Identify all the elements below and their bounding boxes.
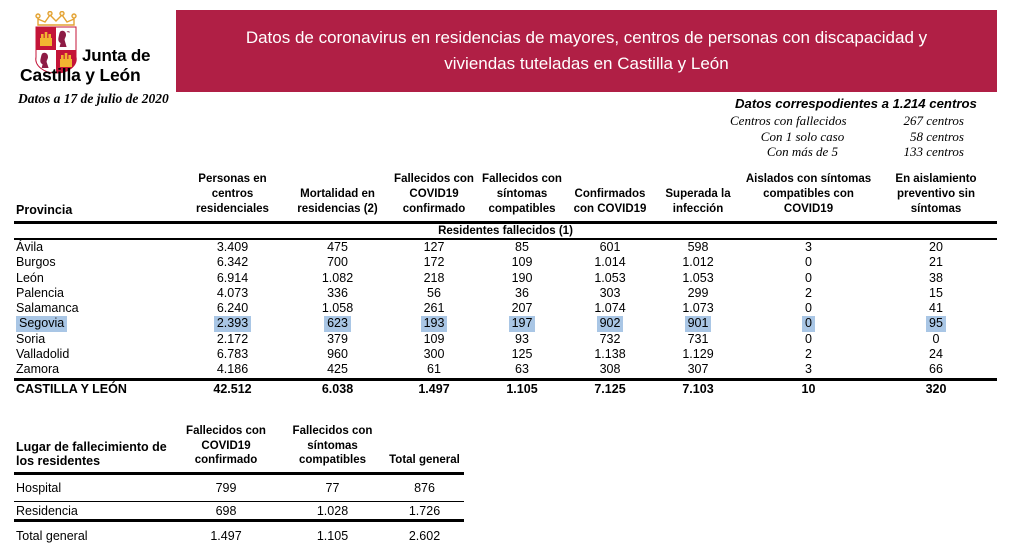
value-cell [742, 347, 875, 362]
cell-value: 93 [515, 331, 529, 346]
table-row [14, 286, 997, 301]
column-header: En aislamiento preventivo sin síntomas [875, 165, 997, 222]
column-header: Personas en centros residenciales [180, 165, 285, 222]
cell-value: 598 [687, 240, 709, 254]
value-cell: 77 [280, 474, 385, 502]
province-cell [14, 332, 180, 347]
cell-value: 20 [929, 240, 943, 254]
value-cell [742, 271, 875, 286]
value-cell [285, 347, 390, 362]
cell-value: 0 [805, 270, 812, 285]
cell-value: 3 [805, 362, 812, 377]
cell-value: 6.240 [216, 301, 249, 316]
province-cell [14, 347, 180, 362]
value-cell [654, 286, 742, 301]
cell-value: 4.186 [216, 362, 249, 377]
province-name: Palencia [16, 285, 64, 300]
cell-value: 475 [327, 240, 348, 254]
value-cell [180, 301, 285, 316]
cell-value: 1.012 [682, 255, 714, 270]
selected-text[interactable]: 902 [597, 316, 624, 331]
value-cell [180, 362, 285, 379]
value-cell [285, 271, 390, 286]
table-row [14, 474, 464, 502]
region-total-value: 10 [742, 379, 875, 398]
value-cell [390, 255, 478, 270]
cell-value: 303 [599, 285, 621, 300]
value-cell [875, 316, 997, 331]
cell-value: 0 [805, 301, 812, 316]
region-total-value: 1.105 [478, 379, 566, 398]
value-cell [875, 301, 997, 316]
value-cell [285, 255, 390, 270]
table-row [14, 362, 997, 379]
cell-value: 731 [687, 331, 709, 346]
cell-value: 261 [423, 301, 445, 316]
cell-value: 307 [687, 362, 709, 377]
province-name: Zamora [16, 362, 60, 377]
table-row [14, 332, 997, 347]
value-cell [478, 301, 566, 316]
cell-value: 66 [929, 362, 943, 377]
province-cell [14, 301, 180, 316]
column-header: Total general [385, 424, 464, 474]
org-name-line1: Junta de [82, 46, 151, 65]
value-cell [478, 347, 566, 362]
banner-title-line2: viviendas tuteladas en Castilla y León [444, 54, 729, 73]
cell-value: 1.138 [594, 347, 626, 362]
column-header: Superada la infección [654, 165, 742, 222]
cell-value: 601 [599, 240, 621, 254]
value-cell [285, 362, 390, 379]
value-cell [654, 316, 742, 331]
selected-text[interactable]: 95 [926, 316, 946, 331]
value-cell [390, 271, 478, 286]
centers-info-value: 58 centros [909, 128, 964, 144]
column-header-provincia: Provincia [14, 165, 180, 222]
cell-value: 125 [511, 347, 533, 362]
cell-value: 2 [805, 285, 812, 300]
cell-value: 3 [805, 240, 812, 254]
value-cell [875, 271, 997, 286]
column-header-lugar: Lugar de fallecimiento de los residentes [14, 424, 172, 474]
column-header: Fallecidos con síntomas compatibles [478, 165, 566, 222]
region-total-label: CASTILLA Y LEÓN [14, 379, 180, 398]
value-cell [654, 239, 742, 255]
province-cell [14, 271, 180, 286]
centers-summary-rows [730, 113, 964, 160]
province-name: Soria [16, 331, 46, 346]
cell-value: 425 [327, 362, 348, 377]
region-total-value: 7.103 [654, 379, 742, 398]
value-cell [478, 239, 566, 255]
org-name-line2: Castilla y León [20, 65, 141, 85]
table-row [14, 239, 997, 255]
region-total-value: 1.497 [390, 379, 478, 398]
column-header: Fallecidos con COVID19 confirmado [172, 424, 280, 474]
table-row [14, 301, 997, 316]
value-cell [390, 362, 478, 379]
cell-value: 15 [929, 285, 943, 300]
value-cell [478, 332, 566, 347]
value-cell [180, 332, 285, 347]
value-cell [875, 255, 997, 270]
value-cell [875, 347, 997, 362]
province-name: León [16, 270, 44, 285]
value-cell [180, 347, 285, 362]
place-total-value: 1.497 [210, 528, 242, 543]
selected-text[interactable]: 901 [685, 316, 712, 331]
province-name: Ávila [16, 240, 44, 254]
centers-info-value: 133 centros [903, 144, 964, 159]
cell-value: 207 [511, 301, 533, 316]
column-header: Fallecidos con síntomas compatibles [280, 424, 385, 474]
cell-value: 127 [423, 240, 445, 254]
cell-value: 21 [929, 255, 943, 270]
value-cell [285, 316, 390, 331]
value-cell [180, 316, 285, 331]
value-cell [566, 239, 654, 255]
place-total-value: 1.105 [316, 528, 349, 543]
value-cell [742, 239, 875, 255]
value-cell [654, 301, 742, 316]
value-cell [654, 362, 742, 379]
place-total-label: Total general [16, 528, 88, 543]
group-header-row [14, 222, 997, 239]
column-header: Aislados con síntomas compatibles con COVID19 [742, 165, 875, 222]
cell-value: 0 [805, 255, 812, 270]
value-cell [478, 286, 566, 301]
value-cell [654, 255, 742, 270]
place-label-cell: Hospital [14, 474, 172, 502]
cell-value: 0 [932, 331, 940, 346]
value-cell [742, 362, 875, 379]
title-banner [176, 10, 997, 92]
value-cell [285, 301, 390, 316]
value-cell [180, 255, 285, 270]
cell-value: 300 [423, 347, 445, 362]
value-cell: 1.028 [280, 502, 385, 521]
value-cell [478, 362, 566, 379]
cell-value: 0 [805, 331, 812, 346]
centers-info-label: Con 1 solo caso [760, 128, 845, 144]
cell-value: 61 [427, 362, 441, 377]
place-of-death-table [14, 424, 464, 547]
cell-value: 109 [423, 331, 445, 346]
value-cell [654, 347, 742, 362]
cell-value: 1.058 [321, 301, 354, 316]
value-cell [566, 362, 654, 379]
value-cell [875, 332, 997, 347]
cell-value: 960 [327, 347, 348, 362]
province-cell [14, 255, 180, 270]
cell-value: 85 [515, 240, 529, 254]
province-name: Burgos [16, 255, 56, 270]
region-total-value: 320 [875, 379, 997, 398]
value-cell [390, 316, 478, 331]
cell-value: 172 [423, 255, 445, 270]
value-cell [390, 332, 478, 347]
centers-summary [730, 96, 977, 160]
cell-value: 3.409 [216, 240, 249, 254]
province-cell [14, 316, 180, 331]
centers-info-row [730, 129, 964, 145]
selected-text[interactable]: 197 [509, 316, 536, 331]
cell-value: 6.342 [216, 255, 249, 270]
selected-text[interactable]: Segovia [16, 316, 67, 331]
value-cell [180, 239, 285, 255]
cell-value: 1.053 [594, 270, 626, 285]
column-header: Mortalidad en residencias (2) [285, 165, 390, 222]
selected-text[interactable]: 2.393 [214, 316, 251, 331]
cell-value: 38 [929, 270, 943, 285]
table-row [14, 502, 464, 521]
value-cell [566, 347, 654, 362]
value-cell: 876 [385, 474, 464, 502]
value-cell [180, 271, 285, 286]
value-cell [566, 332, 654, 347]
cell-value: 1.073 [682, 301, 714, 316]
value-cell [390, 301, 478, 316]
value-cell [478, 271, 566, 286]
banner-title-line1: Datos de coronavirus en residencias de mayores, centros de personas con discapacidad y [245, 27, 928, 47]
value-cell [478, 255, 566, 270]
cell-value: 41 [929, 301, 943, 316]
cell-value: 6.783 [216, 347, 249, 362]
region-total-value: 6.038 [285, 379, 390, 398]
table-row [14, 347, 997, 362]
main-table-header-row [14, 165, 997, 222]
value-cell [875, 362, 997, 379]
cell-value: 732 [599, 331, 621, 346]
value-cell [566, 271, 654, 286]
value-cell [566, 316, 654, 331]
value-cell [742, 301, 875, 316]
value-cell [180, 286, 285, 301]
table-row [14, 316, 997, 331]
region-total-value: 42.512 [180, 379, 285, 398]
centers-info-label: Centros con fallecidos [730, 113, 847, 128]
value-cell: 799 [172, 474, 280, 502]
value-cell [285, 286, 390, 301]
province-cell [14, 286, 180, 301]
value-cell [742, 316, 875, 331]
cell-value: 63 [515, 362, 529, 377]
value-cell [390, 286, 478, 301]
cell-value: 109 [511, 255, 533, 270]
value-cell [285, 332, 390, 347]
cell-value: 4.073 [216, 285, 249, 300]
centers-info-value: 267 centros [903, 113, 964, 128]
cell-value: 1.053 [682, 270, 714, 285]
cell-value: 379 [327, 331, 348, 346]
cell-value: 336 [327, 285, 348, 300]
cell-value: 1.074 [594, 301, 626, 316]
selected-text[interactable]: 193 [421, 316, 448, 331]
place-label-cell: Residencia [14, 502, 172, 521]
column-header: Confirmados con COVID19 [566, 165, 654, 222]
value-cell: 698 [172, 502, 280, 521]
centers-info-label: Con más de 5 [766, 144, 839, 159]
province-name: Salamanca [16, 301, 79, 316]
value-cell [390, 347, 478, 362]
group-header-label: Residentes fallecidos (1) [14, 222, 997, 239]
value-cell [654, 271, 742, 286]
cell-value: 1.129 [682, 347, 714, 362]
value-cell [875, 239, 997, 255]
column-header: Fallecidos con COVID19 confirmado [390, 165, 478, 222]
cell-value: 1.082 [321, 270, 354, 285]
cell-value: 6.914 [216, 270, 249, 285]
selected-text[interactable]: 0 [802, 316, 815, 331]
cell-value: 1.014 [594, 255, 626, 270]
value-cell [478, 316, 566, 331]
report-date: Datos a 17 de julio de 2020 [18, 91, 169, 106]
cell-value: 218 [423, 270, 445, 285]
value-cell [875, 286, 997, 301]
value-cell [742, 286, 875, 301]
table-row [14, 271, 997, 286]
cell-value: 299 [687, 285, 709, 300]
cell-value: 36 [515, 285, 529, 300]
value-cell [654, 332, 742, 347]
value-cell: 1.726 [385, 502, 464, 521]
region-total-row [14, 379, 997, 398]
centers-info-row [730, 144, 964, 160]
value-cell [285, 239, 390, 255]
cell-value: 56 [427, 285, 441, 300]
value-cell [742, 332, 875, 347]
table-row [14, 255, 997, 270]
cell-value: 190 [511, 270, 533, 285]
province-name: Valladolid [16, 347, 70, 362]
value-cell [566, 255, 654, 270]
province-cell [14, 239, 180, 255]
value-cell [566, 286, 654, 301]
centers-summary-title: Datos correspodientes a 1.214 centros [735, 96, 977, 111]
selected-text[interactable]: 623 [324, 316, 351, 331]
provinces-table [14, 165, 997, 398]
centers-info-row [730, 113, 964, 129]
value-cell [742, 255, 875, 270]
province-cell [14, 362, 180, 379]
value-cell [566, 301, 654, 316]
place-total-row [14, 521, 464, 547]
cell-value: 2 [805, 347, 812, 362]
place-total-value: 2.602 [408, 528, 441, 543]
value-cell [390, 239, 478, 255]
cell-value: 24 [929, 347, 943, 362]
place-table-header-row [14, 424, 464, 474]
cell-value: 2.172 [216, 331, 249, 346]
cell-value: 308 [599, 362, 621, 377]
region-total-value: 7.125 [566, 379, 654, 398]
cell-value: 700 [327, 255, 348, 270]
